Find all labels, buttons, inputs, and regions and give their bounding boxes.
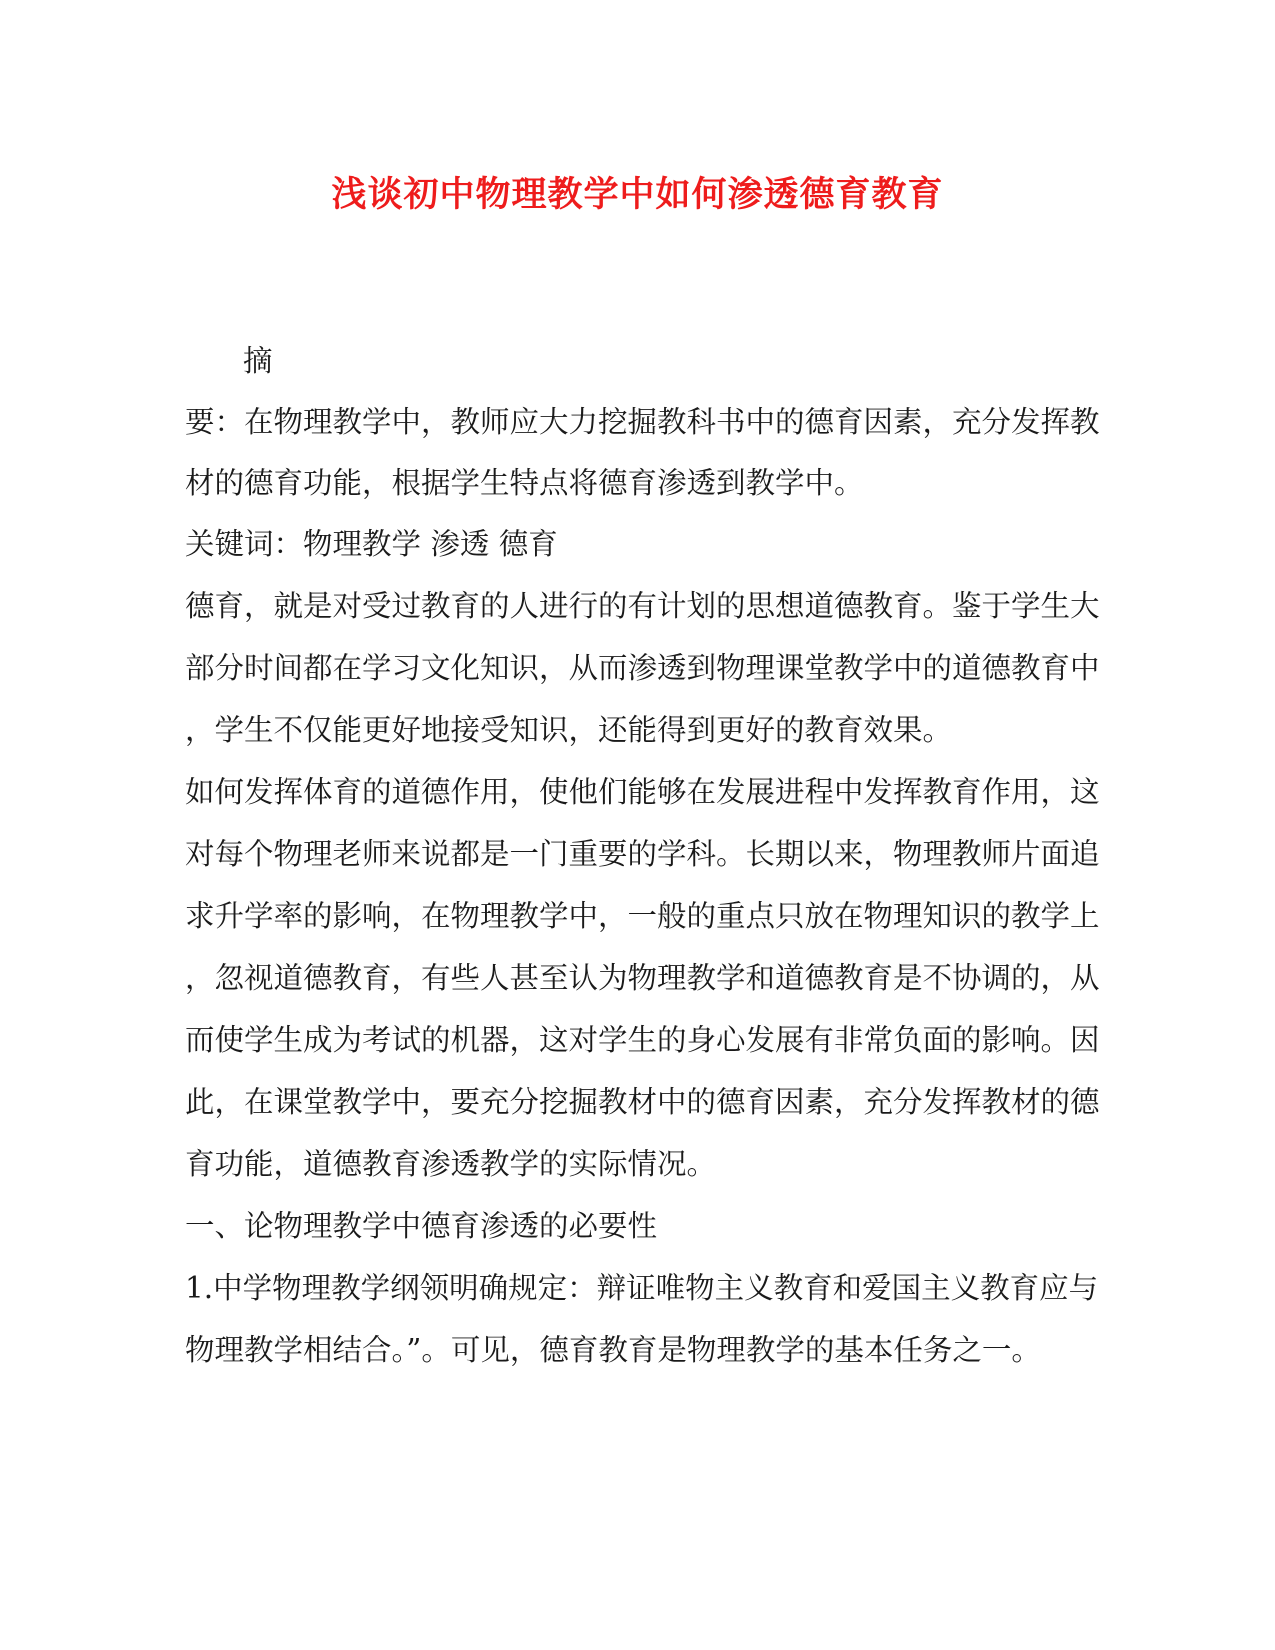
section-heading: 一、论物理教学中德育渗透的必要性 (185, 1209, 658, 1243)
body-line: 德育，就是对受过教育的人进行的有计划的思想道德教育。鉴于学生大 (185, 589, 1100, 623)
body-line: 物理教学相结合。”。可见，德育教育是物理教学的基本任务之一。 (185, 1333, 1041, 1367)
body-line: 此，在课堂教学中，要充分挖掘教材中的德育因素，充分发挥教材的德 (185, 1085, 1100, 1119)
body-line: 求升学率的影响，在物理教学中，一般的重点只放在物理知识的教学上 (185, 899, 1100, 933)
body-line: 而使学生成为考试的机器，这对学生的身心发展有非常负面的影响。因 (185, 1023, 1100, 1057)
body-line: 部分时间都在学习文化知识，从而渗透到物理课堂教学中的道德教育中 (185, 651, 1100, 685)
keywords-line: 关键词：物理教学 渗透 德育 (185, 527, 558, 561)
abstract-label-start: 摘 (243, 344, 273, 378)
body-line: 1.中学物理教学纲领明确规定：辩证唯物主义教育和爱国主义教育应与 (185, 1271, 1099, 1305)
abstract-line: 材的德育功能，根据学生特点将德育渗透到教学中。 (185, 466, 864, 500)
body-line: 如何发挥体育的道德作用，使他们能够在发展进程中发挥教育作用，这 (185, 775, 1100, 809)
body-line: ，学生不仅能更好地接受知识，还能得到更好的教育效果。 (185, 713, 953, 747)
abstract-line: 要：在物理教学中，教师应大力挖掘教科书中的德育因素，充分发挥教 (185, 405, 1100, 439)
body-line: 对每个物理老师来说都是一门重要的学科。长期以来，物理教师片面追 (185, 837, 1100, 871)
body-line: ，忽视道德教育，有些人甚至认为物理教学和道德教育是不协调的，从 (185, 961, 1100, 995)
document-title: 浅谈初中物理教学中如何渗透德育教育 (331, 174, 944, 215)
body-line: 育功能，道德教育渗透教学的实际情况。 (185, 1147, 717, 1181)
